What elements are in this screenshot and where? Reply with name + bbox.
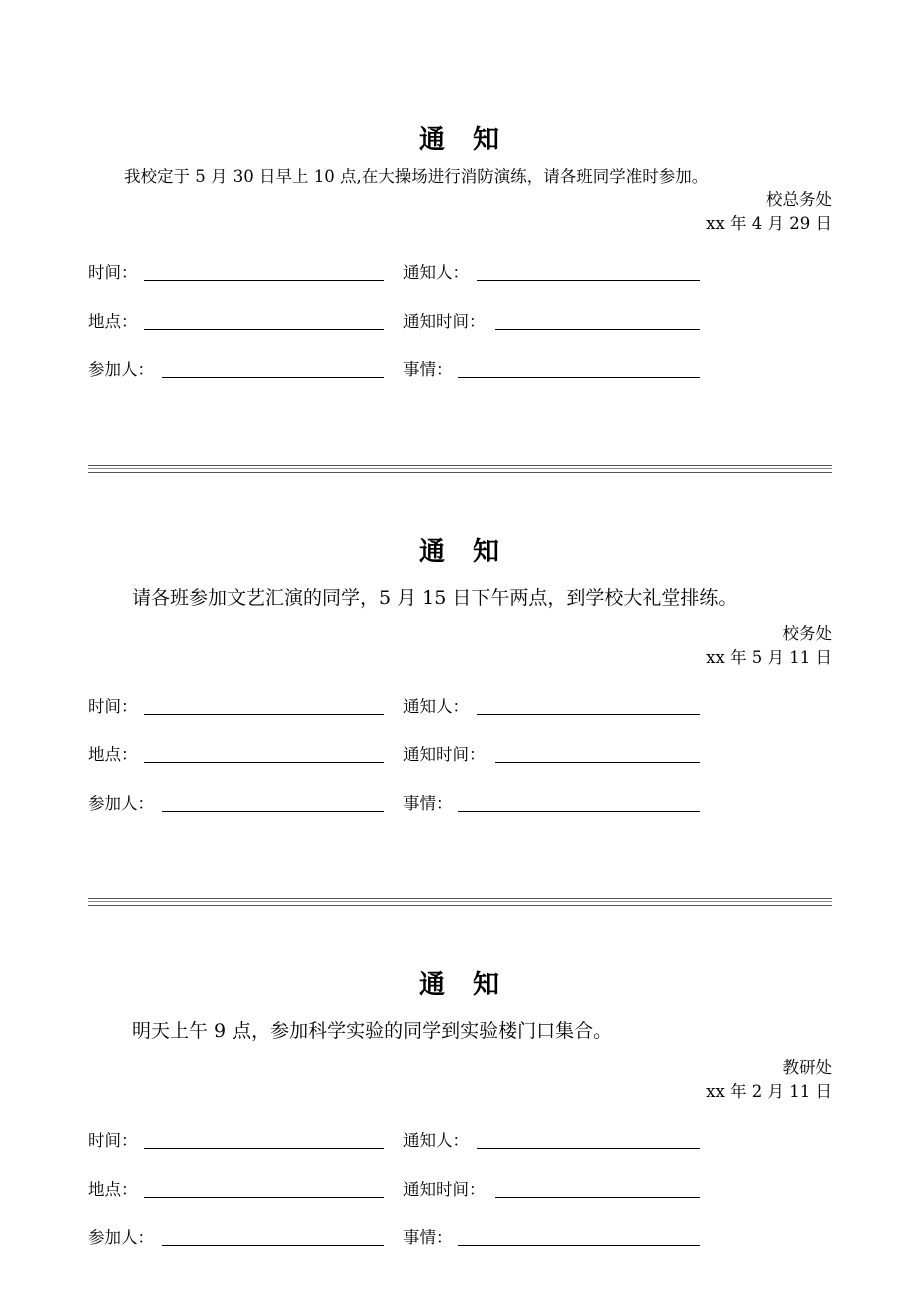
participants-field[interactable] xyxy=(162,1245,384,1246)
place-label: 地点： xyxy=(88,312,138,331)
notice-issuer: 校务处 xyxy=(782,624,832,643)
title-char: 通 xyxy=(418,537,447,567)
notify-time-field[interactable] xyxy=(495,1197,700,1198)
matter-label: 事情： xyxy=(403,360,453,379)
notify-time-field[interactable] xyxy=(495,329,700,330)
time-label: 时间： xyxy=(88,263,138,282)
time-field[interactable] xyxy=(144,1148,384,1149)
time-field[interactable] xyxy=(144,714,384,715)
notify-time-label: 通知时间： xyxy=(403,745,486,764)
matter-label: 事情： xyxy=(403,1228,453,1247)
place-field[interactable] xyxy=(144,1197,384,1198)
notice-body: 我校定于 5 月 30 日早上 10 点,在大操场进行消防演练，请各班同学准时参加。 xyxy=(124,167,709,186)
notice-title xyxy=(0,537,920,567)
participants-label: 参加人： xyxy=(88,360,154,379)
time-field[interactable] xyxy=(144,280,384,281)
notify-time-label: 通知时间： xyxy=(403,312,486,331)
place-label: 地点： xyxy=(88,745,138,764)
notifier-label: 通知人： xyxy=(403,1131,469,1150)
title-char: 通 xyxy=(418,125,447,155)
place-field[interactable] xyxy=(144,329,384,330)
notify-time-label: 通知时间： xyxy=(403,1180,486,1199)
title-char: 通 xyxy=(418,970,447,1000)
time-label: 时间： xyxy=(88,697,138,716)
notice-date: xx 年 5 月 11 日 xyxy=(706,648,832,667)
notice-body: 请各班参加文艺汇演的同学，5 月 15 日下午两点，到学校大礼堂排练。 xyxy=(132,587,738,609)
participants-label: 参加人： xyxy=(88,794,154,813)
title-char: 知 xyxy=(473,970,502,1000)
matter-field[interactable] xyxy=(458,377,700,378)
matter-label: 事情： xyxy=(403,794,453,813)
place-field[interactable] xyxy=(144,762,384,763)
matter-field[interactable] xyxy=(458,811,700,812)
notice-issuer: 教研处 xyxy=(782,1058,832,1077)
notifier-field[interactable] xyxy=(477,714,700,715)
notifier-label: 通知人： xyxy=(403,697,469,716)
notifier-field[interactable] xyxy=(477,1148,700,1149)
notice-date: xx 年 2 月 11 日 xyxy=(706,1082,832,1101)
title-char: 知 xyxy=(473,537,502,567)
matter-field[interactable] xyxy=(458,1245,700,1246)
notice-title xyxy=(0,125,920,155)
place-label: 地点： xyxy=(88,1180,138,1199)
notice-issuer: 校总务处 xyxy=(766,190,832,209)
notifier-label: 通知人： xyxy=(403,263,469,282)
time-label: 时间： xyxy=(88,1131,138,1150)
notifier-field[interactable] xyxy=(477,280,700,281)
notify-time-field[interactable] xyxy=(495,762,700,763)
notice-body: 明天上午 9 点，参加科学实验的同学到实验楼门口集合。 xyxy=(132,1020,613,1042)
separator xyxy=(88,898,832,906)
title-char: 知 xyxy=(473,125,502,155)
participants-label: 参加人： xyxy=(88,1228,154,1247)
notice-date: xx 年 4 月 29 日 xyxy=(706,214,832,233)
participants-field[interactable] xyxy=(162,377,384,378)
notice-title xyxy=(0,970,920,1000)
participants-field[interactable] xyxy=(162,811,384,812)
separator xyxy=(88,465,832,473)
